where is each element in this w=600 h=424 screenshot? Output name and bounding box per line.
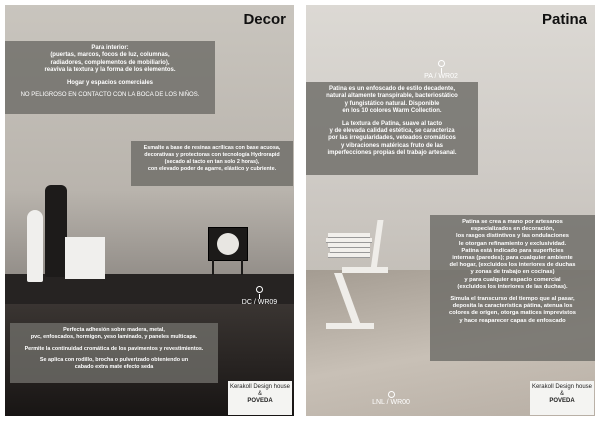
info-box-composition: Esmalte a base de resinas acrílicas con base acuosa, decorativas y protectoras con tecnología Hydrorapid (secado al tacto en tan solo 2 horas), con elevado poder de agarre, elástico y cubriente. [131, 141, 293, 186]
product-code-top: PA / WR02 [406, 60, 476, 80]
vase-white-tall [27, 210, 43, 282]
product-code-bottom: LNL / WR00 [356, 391, 426, 406]
patina-page [306, 5, 595, 416]
pin-icon [256, 286, 263, 293]
brand-logo: Kerakoll Design house & POVEDA [228, 381, 292, 415]
page-title: Decor [243, 11, 286, 28]
pin-icon [438, 60, 445, 67]
info-box-usage: Para interior: (puertas, marcos, focos de luz, columnas, radiadores, complementos de mobiliario), reaviva la textura y la forma de los elementos. Hogar y espacios comerciales NO PELIGROSO EN CONTACTO CON LA BOCA DE LOS NIÑOS. [5, 41, 215, 114]
decor-page [5, 5, 294, 416]
info-box-description: Patina es un enfoscado de estilo decadente, natural altamente transpirable, bacteriostático y fungistático natural. Disponible en los 10 colores Warm Collection. La textura de Patina, suave al tacto y de elevada calidad estética, se caracteriza por las irregularidades, veteados cromáticos y vibraciones matéricas fruto de las imperfecciones propias del trabajo artesanal. [306, 82, 478, 175]
books-stack [328, 253, 370, 258]
brand-logo: Kerakoll Design house & POVEDA [530, 381, 594, 415]
info-box-craft: Patina se crea a mano por artesanos especializados en decoración, los rasgos distintivos y las ondulaciones le otorgan refinamiento y exclusividad. Patina está indicado para superficies internas (paredes); para cualquier ambiente del hogar, (excluidos los interiores de duchas y zonas de trabajo en cocinas) y para cualquier espacio comercial (excluidos los interiores de las duchas). Simula el transcurso del tiempo que al pasar, deposita la característica pátina, atenua los colores de origen, otorga matices imprevistos y hace reaparecer capas de enfoscado [430, 215, 595, 361]
product-code: DC / WR09 [232, 286, 287, 306]
pin-icon [388, 391, 395, 398]
page-title: Patina [541, 11, 587, 28]
vase-black [45, 185, 67, 277]
zig-zag-chair [370, 220, 383, 270]
vase-white-box [65, 237, 105, 279]
lamp [208, 227, 248, 261]
info-box-application: Perfecta adhesión sobre madera, metal, pvc, enfoscados, hormigon, yeso laminado, y paneles multicapa. Permite la continuidad cromática de los pavimentos y revestimientos. Se aplica con rodillo, brocha o pulverizado obteniendo un cabado extra mate efecto seda [10, 323, 218, 383]
